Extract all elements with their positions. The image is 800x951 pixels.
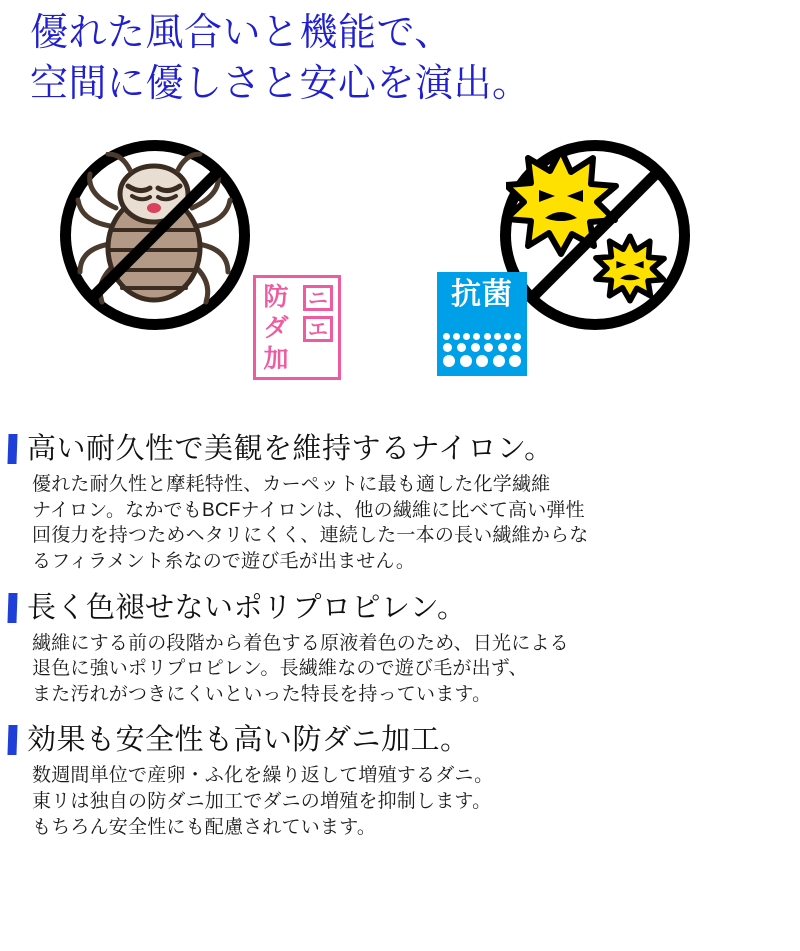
no-mite-slash-overlay <box>60 140 250 330</box>
page-headline <box>30 8 770 111</box>
feature-body-line: また汚れがつきにくいといった特長を持っています。 <box>32 683 492 705</box>
stamp-row-3 <box>261 344 333 375</box>
feature-heading <box>0 723 800 757</box>
no-germ-slash-overlay <box>500 140 690 330</box>
feature-title: 長く色褪せないポリプロピレン。 <box>27 591 467 624</box>
anti-mite-badge <box>60 140 250 330</box>
anti-germ-badge <box>500 140 690 330</box>
feature-list <box>0 432 800 856</box>
feature-item-polypropylene <box>0 591 800 708</box>
antibacterial-stamp-label: 抗菌 <box>451 278 513 311</box>
stamp-row-1 <box>261 282 333 313</box>
feature-title: 効果も安全性も高い防ダニ加工。 <box>27 724 470 757</box>
stamp-char-ni: ニ <box>303 285 333 311</box>
feature-body-line: もちろん安全性にも配慮されています。 <box>32 816 377 838</box>
feature-body <box>32 631 800 708</box>
feature-body-line: 繊維にする前の段階から着色する原液着色のため、日光による <box>32 632 569 654</box>
badge-section <box>0 130 800 410</box>
feature-body-line: 回復力を持つためヘタリにくく、連続した一本の長い繊維からな <box>32 525 589 547</box>
stamp-char-da: ダ <box>263 314 289 342</box>
accent-bar-icon <box>7 725 17 755</box>
antibacterial-stamp <box>437 272 527 376</box>
feature-body-line: 数週間単位で産卵・ふ化を繰り返して増殖するダニ。 <box>32 765 494 787</box>
feature-body-line: 退色に強いポリプロピレン。長繊維なので遊び毛が出ず、 <box>32 658 528 680</box>
headline-line-2: 空間に優しさと安心を演出。 <box>30 63 531 106</box>
feature-heading <box>0 432 800 466</box>
anti-mite-stamp <box>253 275 341 380</box>
feature-body <box>32 472 800 575</box>
accent-bar-icon <box>7 434 17 464</box>
headline-line-1: 優れた風合いと機能で、 <box>30 12 453 54</box>
feature-heading <box>0 591 800 625</box>
feature-item-anti-mite <box>0 723 800 840</box>
feature-item-nylon <box>0 432 800 575</box>
feature-body <box>32 763 800 840</box>
feature-body-line: 優れた耐久性と摩耗特性、カーペットに最も適した化学繊維 <box>32 474 551 495</box>
stamp-row-2 <box>261 313 333 344</box>
feature-body-line: ナイロン。なかでもBCFナイロンは、他の繊維に比べて高い弾性 <box>32 499 585 521</box>
antibacterial-stamp-dots <box>443 333 521 370</box>
stamp-char-bou: 防 <box>263 283 289 311</box>
feature-body-line: 東リは独自の防ダニ加工でダニの増殖を抑制します。 <box>32 791 492 813</box>
stamp-char-ka: 加 <box>263 345 289 373</box>
feature-title: 高い耐久性で美観を維持するナイロン。 <box>27 433 554 465</box>
accent-bar-icon <box>7 593 17 623</box>
stamp-char-e: エ <box>303 316 333 342</box>
feature-body-line: るフィラメント糸なので遊び毛が出ません。 <box>32 550 416 572</box>
